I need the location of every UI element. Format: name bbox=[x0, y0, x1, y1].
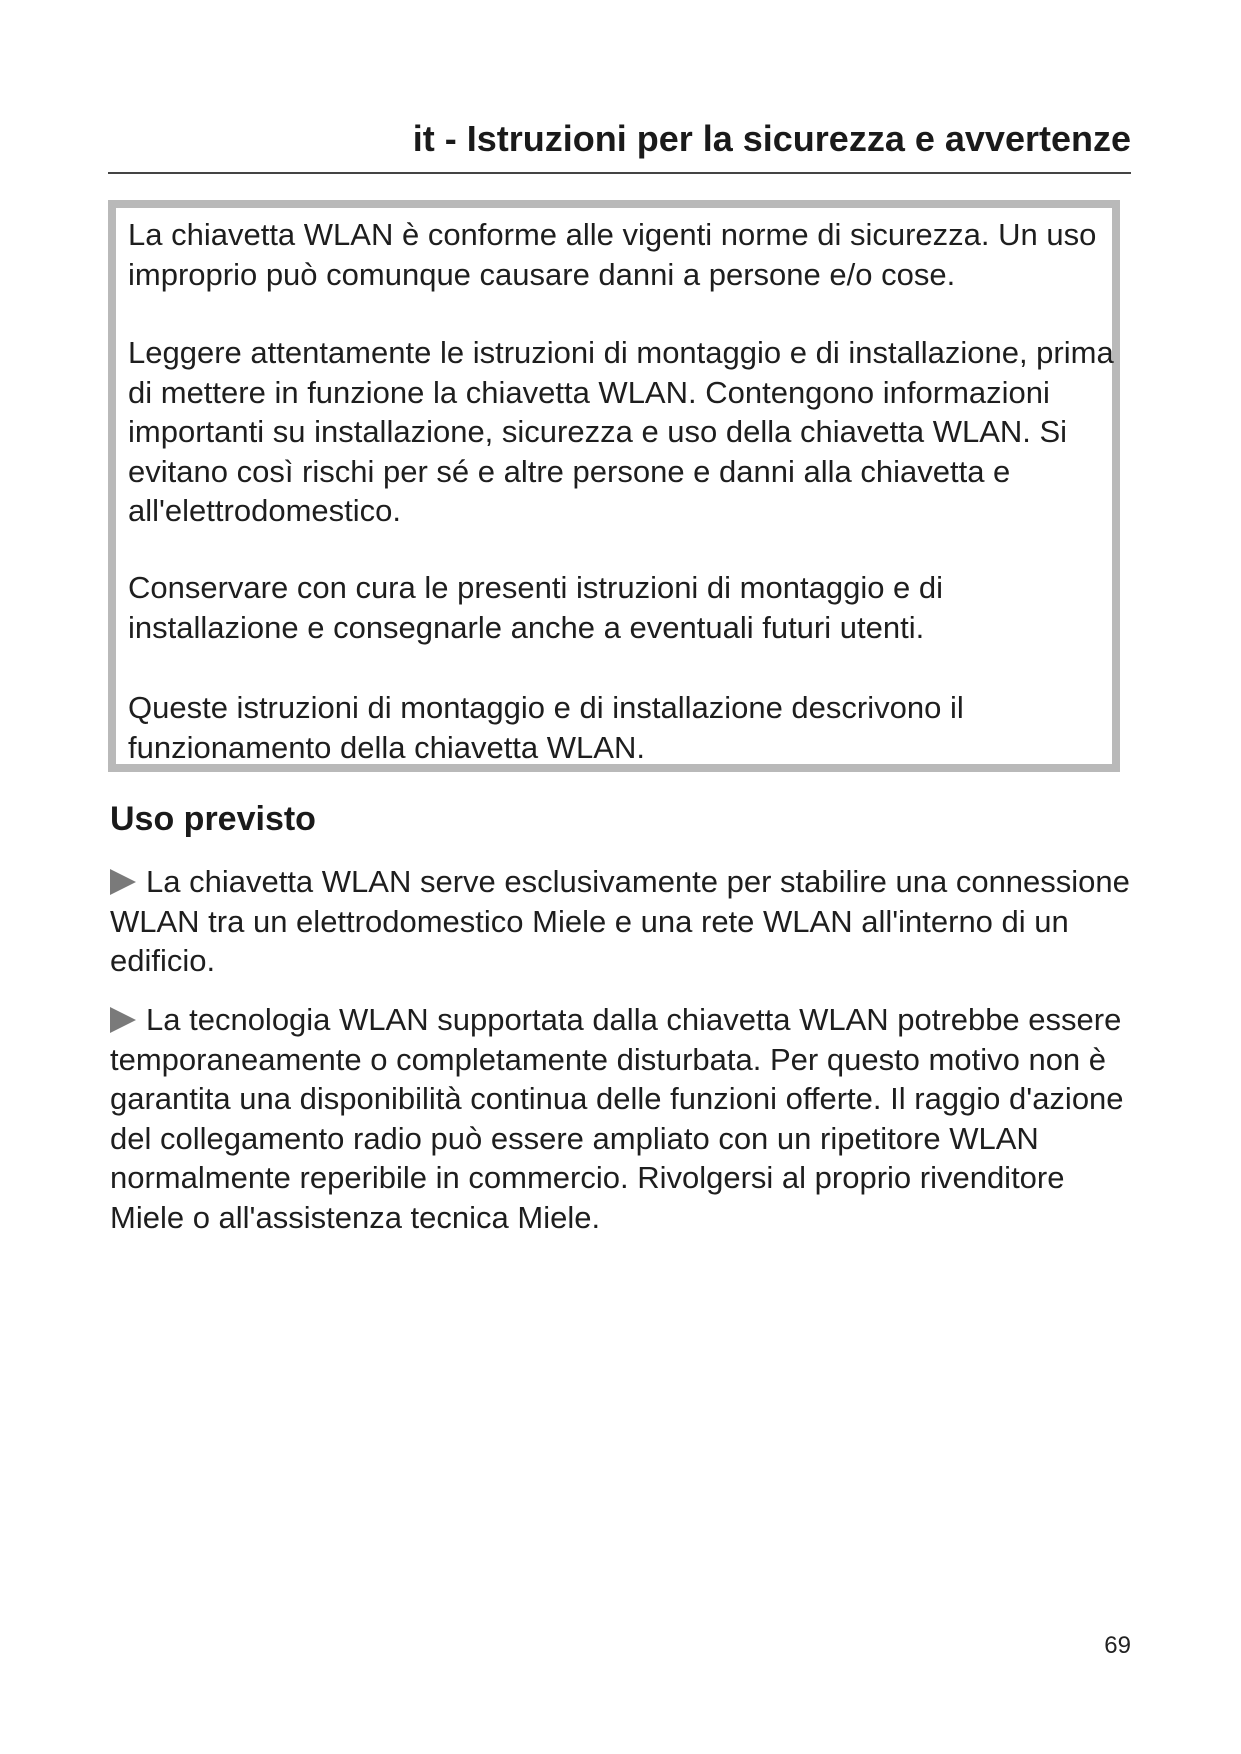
warning-paragraph: La chiavetta WLAN è conforme alle vigenti norme di sicurezza. Un uso improprio può comunque causare danni a persone e/o cose. bbox=[128, 217, 1097, 292]
arrow-bullet-icon bbox=[110, 1007, 136, 1033]
header-divider bbox=[108, 172, 1131, 174]
page-number: 69 bbox=[1104, 1632, 1131, 1659]
list-item-text: La chiavetta WLAN serve esclusivamente per stabilire una connessione WLAN tra un elettrodomestico Miele e una rete WLAN all'interno di un edificio. bbox=[110, 864, 1130, 978]
arrow-bullet-icon bbox=[110, 869, 136, 895]
warning-paragraph: Queste istruzioni di montaggio e di installazione descrivono il funzionamento della chiavetta WLAN. bbox=[128, 690, 964, 765]
section-heading: Uso previsto bbox=[110, 800, 316, 838]
list-item-text: La tecnologia WLAN supportata dalla chiavetta WLAN potrebbe essere temporaneamente o completamente disturbata. Per questo motivo non è garantita una disponibilità continua delle funzioni offerte. Il raggio d'azione del collegamento radio può essere ampliato con un ripetitore WLAN normalmente reperibile in commercio. Rivolgersi al proprio rivenditore Miele o all'assistenza tecnica Miele. bbox=[110, 1002, 1124, 1235]
warning-paragraph: Conservare con cura le presenti istruzioni di montaggio e di installazione e consegnarle anche a eventuali futuri utenti. bbox=[128, 570, 944, 645]
page-header-title: it - Istruzioni per la sicurezza e avvertenze bbox=[412, 118, 1131, 159]
list-item bbox=[110, 862, 1140, 981]
warning-paragraph: Leggere attentamente le istruzioni di montaggio e di installazione, prima di mettere in funzione la chiavetta WLAN. Contengono informazioni importanti su installazione, sicurezza e uso della chiavetta WLAN. Si evitano così rischi per sé e altre persone e danni alla chiavetta e all'elettrodomestico. bbox=[128, 335, 1114, 528]
list-item bbox=[110, 1000, 1140, 1237]
